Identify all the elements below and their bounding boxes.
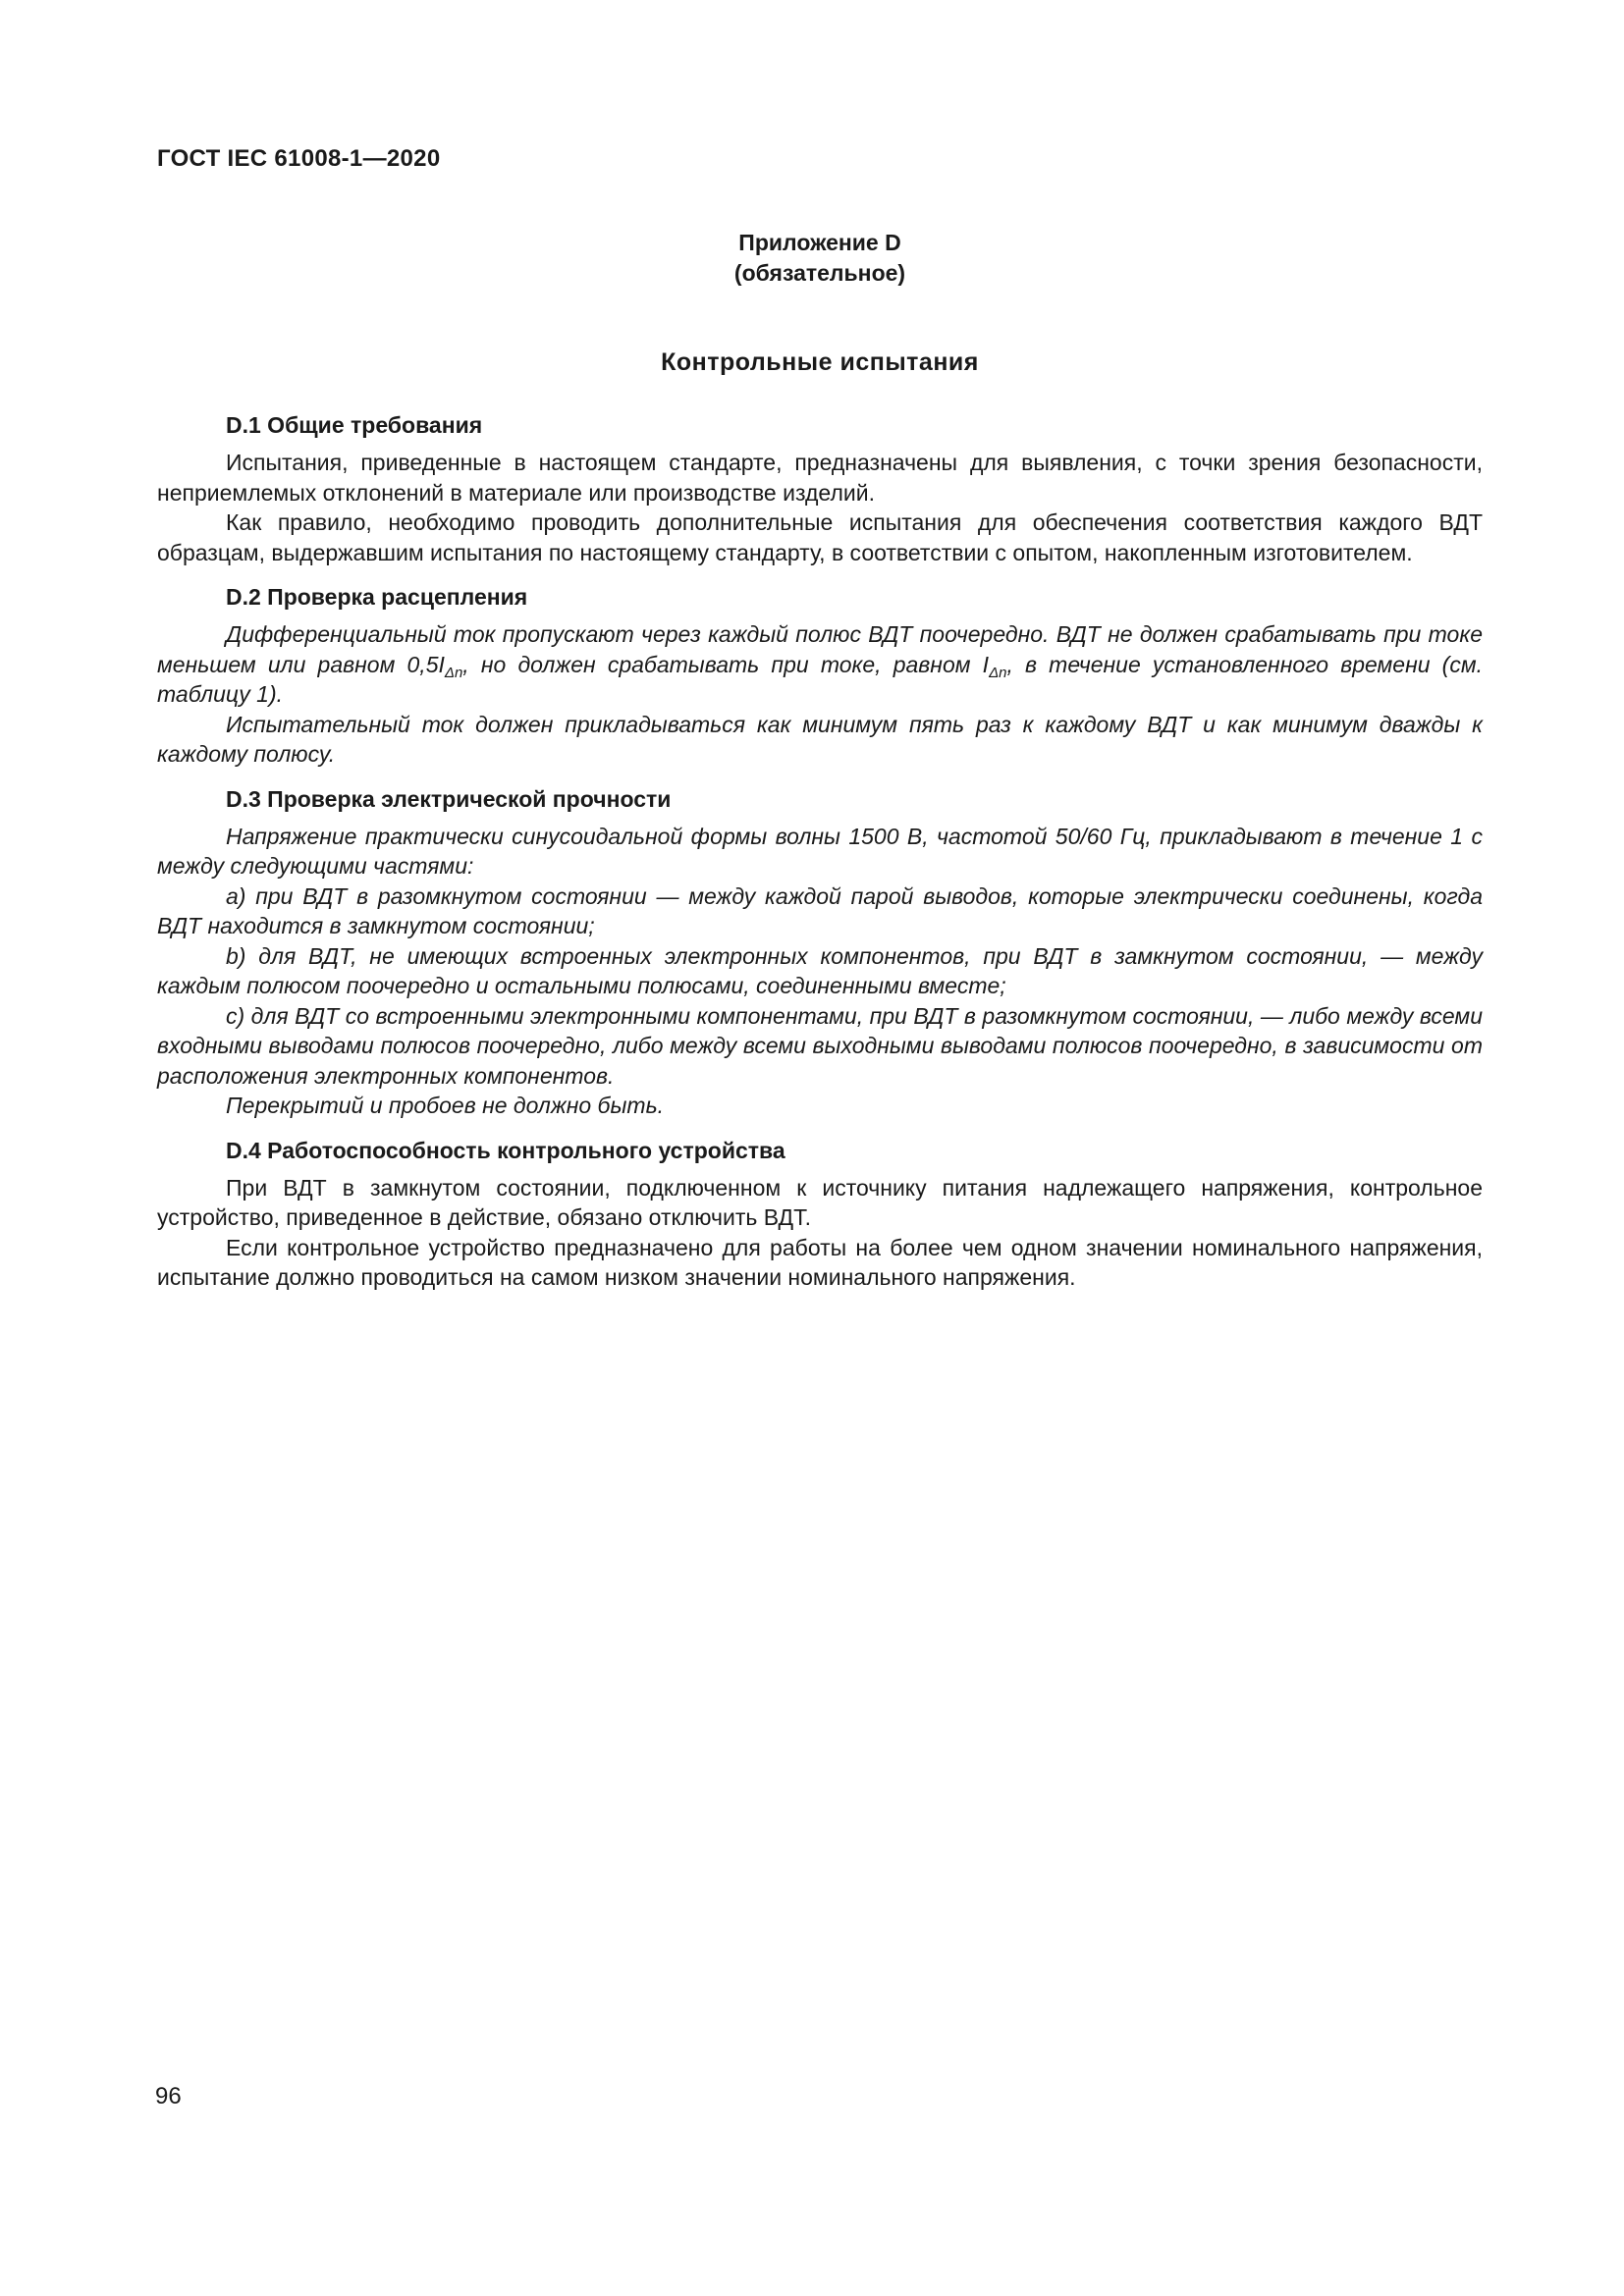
subscript: Δn bbox=[989, 664, 1007, 681]
text-run: Дифференциальный ток пропускают через каждый полюс ВДТ поочередно. ВДТ не должен срабатывать при токе меньшем или равном 0,5I bbox=[157, 621, 1483, 677]
section-d2 bbox=[157, 582, 1483, 770]
subscript: Δn bbox=[444, 664, 463, 681]
paragraph: Если контрольное устройство предназначено для работы на более чем одном значении номинального напряжения, испытание должно проводиться на самом низком значении номинального напряжения. bbox=[157, 1234, 1483, 1290]
annex-heading bbox=[157, 228, 1483, 289]
document-body bbox=[157, 410, 1483, 1308]
annex-title: Приложение D bbox=[738, 230, 901, 255]
list-item-a: а) при ВДТ в разомкнутом состоянии — между каждой парой выводов, которые электрически соединены, когда ВДТ находится в замкнутом состоянии; bbox=[157, 882, 1483, 938]
section-d1 bbox=[157, 410, 1483, 567]
section-heading: D.2 Проверка расцепления bbox=[226, 584, 528, 610]
paragraph: Испытания, приведенные в настоящем стандарте, предназначены для выявления, с точки зрения безопасности, неприемлемых отклонений в материале или производстве изделий. bbox=[157, 450, 1483, 506]
section-d3 bbox=[157, 784, 1483, 1121]
page-number: 96 bbox=[155, 2083, 182, 2109]
section-d4 bbox=[157, 1136, 1483, 1293]
paragraph: При ВДТ в замкнутом состоянии, подключенном к источнику питания надлежащего напряжения, контрольное устройство, приведенное в действие, обязано отключить ВДТ. bbox=[157, 1174, 1483, 1230]
section-heading: D.3 Проверка электрической прочности bbox=[226, 785, 672, 812]
paragraph bbox=[157, 619, 1483, 710]
document-code-header: ГОСТ IEC 61008-1—2020 bbox=[157, 145, 441, 172]
list-item-c: с) для ВДТ со встроенными электронными компонентами, при ВДТ в разомкнутом состоянии, — либо между всеми входными выводами полюсов поочередно, либо между всеми выходными выводами полюсов поочередно, в зависимости от расположения электронных компонентов. bbox=[157, 1002, 1483, 1089]
section-heading: D.4 Работоспособность контрольного устройства bbox=[226, 1137, 785, 1163]
paragraph: Перекрытий и пробоев не должно быть. bbox=[226, 1093, 665, 1118]
text-run: , но должен срабатывать при токе, равном I bbox=[462, 651, 990, 677]
paragraph: Напряжение практически синусоидальной формы волны 1500 В, частотой 50/60 Гц, прикладывают в течение 1 с между следующими частями: bbox=[157, 823, 1483, 879]
section-heading: D.1 Общие требования bbox=[226, 412, 483, 438]
paragraph: Испытательный ток должен прикладываться как минимум пять раз к каждому ВДТ и как минимум дважды к каждому полюсу. bbox=[157, 711, 1483, 767]
list-item-b: b) для ВДТ, не имеющих встроенных электронных компонентов, при ВДТ в замкнутом состоянии, — между каждым полюсом поочередно и остальными полюсами, соединенными вместе; bbox=[157, 942, 1483, 998]
annex-status: (обязательное) bbox=[733, 260, 906, 286]
section-title: Контрольные испытания bbox=[661, 348, 979, 376]
text-run: , в течение установленного времени (см. таблицу 1). bbox=[157, 651, 1483, 707]
paragraph: Как правило, необходимо проводить дополнительные испытания для обеспечения соответствия каждого ВДТ образцам, выдержавшим испытания по настоящему стандарту, в соответствии с опытом, накопленным изготовителем. bbox=[157, 509, 1483, 565]
